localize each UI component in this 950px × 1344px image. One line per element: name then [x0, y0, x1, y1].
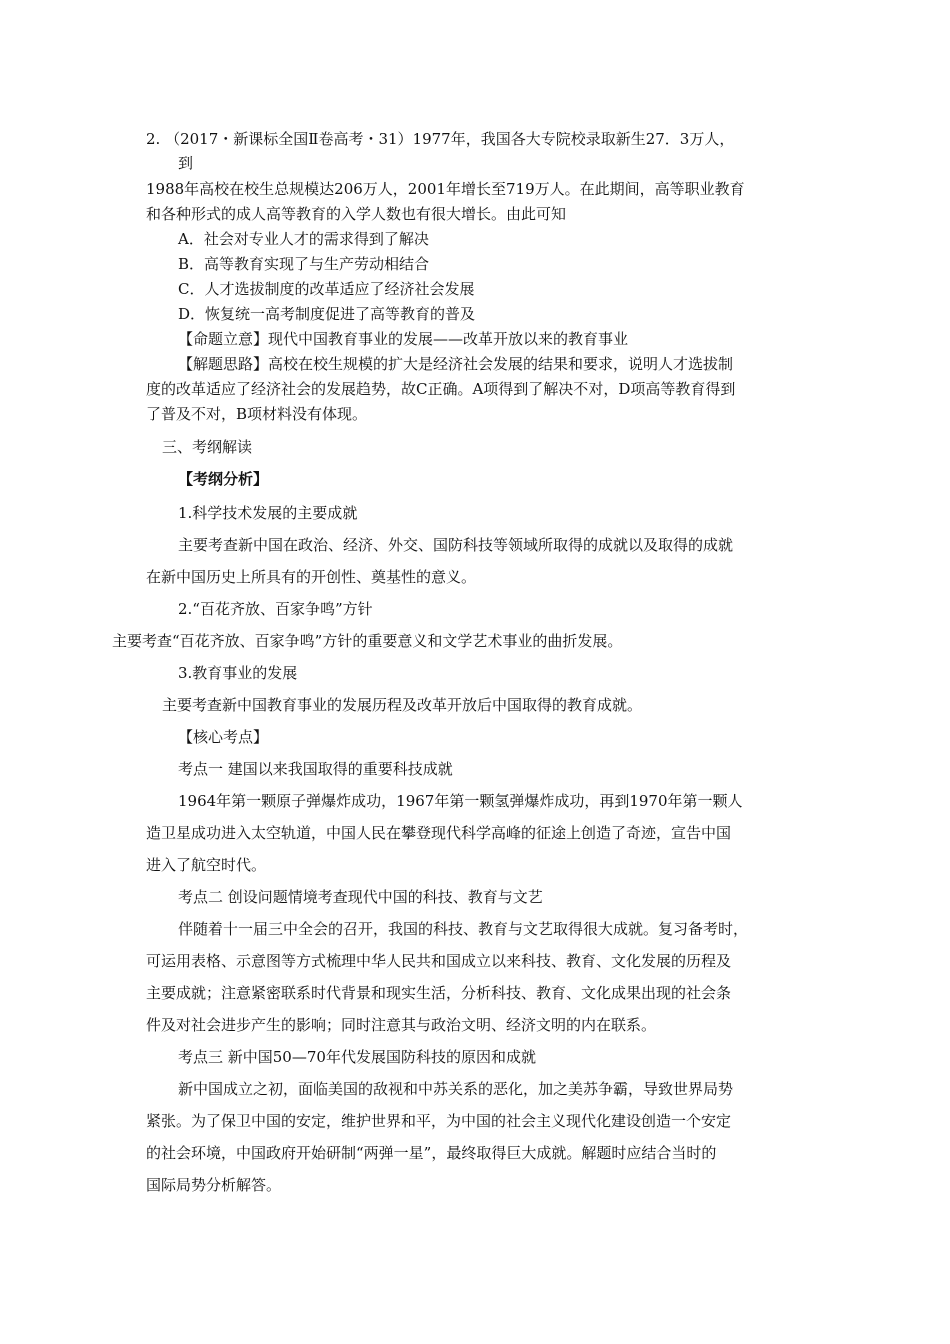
analysis-line: 了普及不对，B项材料没有体现。	[146, 405, 368, 423]
core-point-text: 的社会环境，中国政府开始研制“两弹一星”，最终取得巨大成就。解题时应结合当时的	[146, 1144, 717, 1162]
outline-item-title: 2.“百花齐放、百家争鸣”方针	[178, 600, 373, 618]
outline-item-text: 主要考查新中国在政治、经济、外交、国防科技等领域所取得的成就以及取得的成就	[178, 536, 734, 554]
outline-item-text: 主要考查新中国教育事业的发展历程及改革开放后中国取得的教育成就。	[162, 696, 643, 714]
option-d: D．恢复统一高考制度促进了高等教育的普及	[178, 305, 476, 323]
option-b: B．高等教育实现了与生产劳动相结合	[178, 255, 430, 273]
question-intent: 【命题立意】现代中国教育事业的发展——改革开放以来的教育事业	[178, 330, 629, 348]
core-point-text: 新中国成立之初，面临美国的敌视和中苏关系的恶化，加之美苏争霸，导致世界局势	[178, 1080, 734, 1098]
option-c: C．人才选拔制度的改革适应了经济社会发展	[178, 280, 475, 298]
outline-item-text: 在新中国历史上所具有的开创性、奠基性的意义。	[146, 568, 477, 586]
core-title: 【核心考点】	[178, 728, 269, 746]
core-point-text: 紧张。为了保卫中国的安定，维护世界和平，为中国的社会主义现代化建设创造一个安定	[146, 1112, 732, 1130]
outline-title: 【考纲分析】	[178, 470, 269, 488]
question-line: 到	[178, 154, 194, 172]
question-line: 2. （2017・新课标全国Ⅱ卷高考・31）1977年，我国各大专院校录取新生27．3万人，	[146, 130, 735, 148]
core-point-title: 考点三 新中国50—70年代发展国防科技的原因和成就	[178, 1048, 536, 1066]
core-point-text: 主要成就；注意紧密联系时代背景和现实生活，分析科技、教育、文化成果出现的社会条	[146, 984, 732, 1002]
outline-item-title: 1.科学技术发展的主要成就	[178, 504, 358, 522]
option-a: A．社会对专业人才的需求得到了解决	[178, 230, 429, 248]
core-point-text: 造卫星成功进入太空轨道，中国人民在攀登现代科学高峰的征途上创造了奇迹，宣告中国	[146, 824, 732, 842]
core-point-text: 1964年第一颗原子弹爆炸成功，1967年第一颗氢弹爆炸成功，再到1970年第一颗人	[178, 792, 743, 810]
core-point-text: 伴随着十一届三中全会的召开，我国的科技、教育与文艺取得很大成就。复习备考时，	[178, 920, 749, 938]
core-point-title: 考点二 创设问题情境考查现代中国的科技、教育与文艺	[178, 888, 543, 906]
core-point-text: 国际局势分析解答。	[146, 1176, 282, 1194]
analysis-line: 度的改革适应了经济社会的发展趋势，故C正确。A项得到了解决不对，D项高等教育得到	[146, 380, 736, 398]
core-point-text: 可运用表格、示意图等方式梳理中华人民共和国成立以来科技、教育、文化发展的历程及	[146, 952, 732, 970]
core-point-text: 件及对社会进步产生的影响；同时注意其与政治文明、经济文明的内在联系。	[146, 1016, 657, 1034]
core-point-title: 考点一 建国以来我国取得的重要科技成就	[178, 760, 453, 778]
question-line: 和各种形式的成人高等教育的入学人数也有很大增长。由此可知	[146, 205, 567, 223]
core-point-text: 进入了航空时代。	[146, 856, 267, 874]
section-heading: 三、考纲解读	[162, 438, 253, 456]
outline-item-title: 3.教育事业的发展	[178, 664, 298, 682]
outline-item-text: 主要考查“百花齐放、百家争鸣”方针的重要意义和文学艺术事业的曲折发展。	[112, 632, 623, 650]
question-line: 1988年高校在校生总规模达206万人，2001年增长至719万人。在此期间，高等职业教育	[146, 180, 745, 198]
analysis-line: 【解题思路】高校在校生规模的扩大是经济社会发展的结果和要求，说明人才选拔制	[178, 355, 734, 373]
